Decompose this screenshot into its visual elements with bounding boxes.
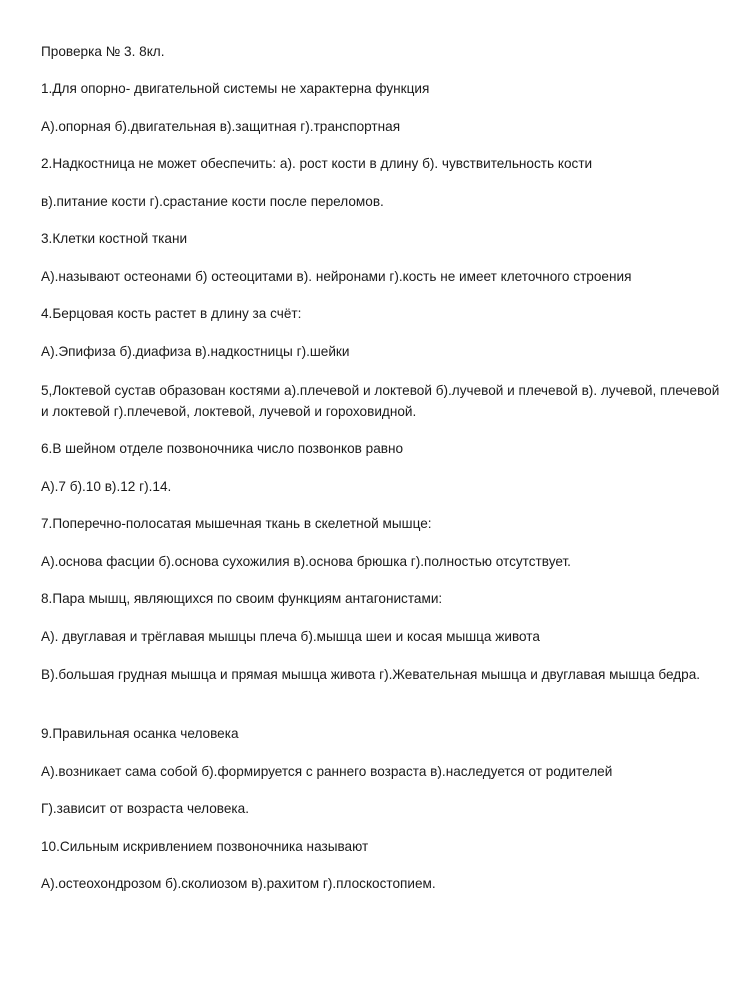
answers-3: А).называют остеонами б) остеоцитами в). нейронами г).кость не имеет клеточного строения: [41, 269, 632, 284]
question-6: 6.В шейном отделе позвоночника число позвонков равно: [41, 441, 404, 456]
answers-9-part-2: Г).зависит от возраста человека.: [41, 801, 250, 816]
question-7: 7.Поперечно-полосатая мышечная ткань в скелетной мышце:: [41, 516, 432, 531]
answers-8-part-1: А). двуглавая и трёглавая мышцы плеча б).мышца шеи и косая мышца живота: [41, 629, 540, 644]
document-title: Проверка № 3. 8кл.: [41, 44, 165, 59]
question-8: 8.Пара мышц, являющихся по своим функциям антагонистами:: [41, 591, 443, 606]
question-1: 1.Для опорно- двигательной системы не характерна функция: [41, 81, 430, 96]
answers-6: А).7 б).10 в).12 г).14.: [41, 479, 172, 494]
question-10: 10.Сильным искривлением позвоночника называют: [41, 839, 369, 854]
answers-1: А).опорная б).двигательная в).защитная г).транспортная: [41, 119, 401, 134]
question-4: 4.Берцовая кость растет в длину за счёт:: [41, 306, 302, 321]
answers-4: А).Эпифиза б).диафиза в).надкостницы г).шейки: [41, 344, 350, 359]
answers-2: в).питание кости г).срастание кости после переломов.: [41, 194, 384, 209]
question-5: 5,Локтевой сустав образован костями а).плечевой и локтевой б).лучевой и плечевой в). лучевой, плечевой и локтевой г).плечевой, локтевой, лучевой и гороховидной.: [41, 383, 720, 419]
answers-9-part-1: А).возникает сама собой б).формируется с раннего возраста в).наследуется от родителей: [41, 764, 613, 779]
question-9: 9.Правильная осанка человека: [41, 726, 239, 741]
question-3: 3.Клетки костной ткани: [41, 231, 188, 246]
answers-10: А).остеохондрозом б).сколиозом в).рахитом г).плоскостопием.: [41, 876, 436, 891]
answers-7: А).основа фасции б).основа сухожилия в).основа брюшка г).полностью отсутствует.: [41, 554, 571, 569]
question-2: 2.Надкостница не может обеспечить: а). рост кости в длину б). чувствительность кости: [41, 156, 593, 171]
answers-8-part-2: В).большая грудная мышца и прямая мышца живота г).Жевательная мышца и двуглавая мышца бедра.: [41, 667, 701, 682]
